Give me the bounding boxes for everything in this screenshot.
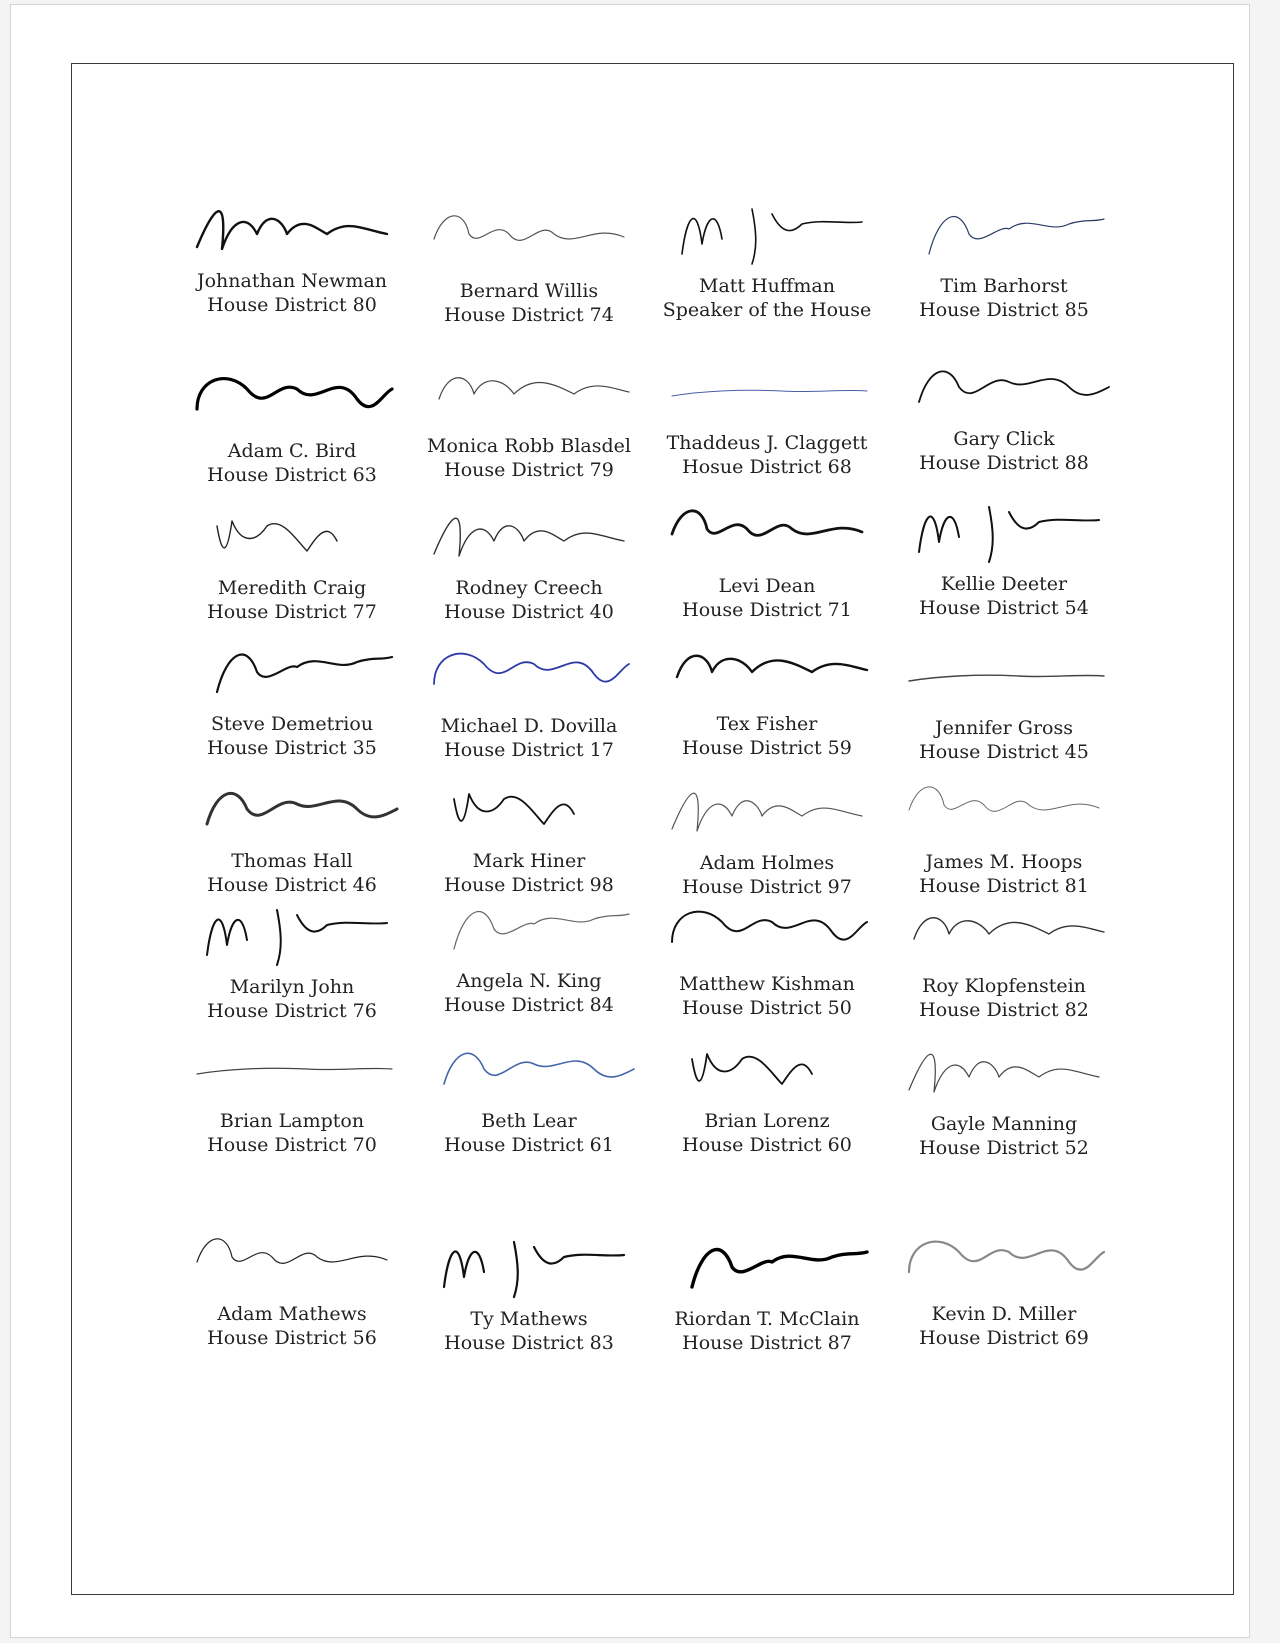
signature-path bbox=[444, 1242, 624, 1297]
signer-district: House District 17 bbox=[444, 739, 614, 761]
signature-image bbox=[662, 351, 872, 431]
signer-district: House District 69 bbox=[919, 1327, 1089, 1349]
signer-name: Adam Mathews bbox=[217, 1303, 367, 1325]
signer-name: Tim Barhorst bbox=[940, 275, 1068, 297]
signature-image bbox=[662, 771, 872, 851]
signature-entry bbox=[409, 576, 649, 624]
signature-image bbox=[899, 1032, 1109, 1112]
signature-entry bbox=[884, 1302, 1124, 1350]
signature-image bbox=[662, 632, 872, 712]
signer-district: House District 85 bbox=[919, 299, 1089, 321]
signature-image bbox=[899, 894, 1109, 974]
signer-district: House District 79 bbox=[444, 459, 614, 481]
signature-image bbox=[662, 194, 872, 274]
signature-path bbox=[217, 655, 392, 692]
signer-name: Gary Click bbox=[953, 428, 1055, 450]
signature-image bbox=[187, 1222, 397, 1302]
signer-district: House District 88 bbox=[919, 452, 1089, 474]
signature-image bbox=[899, 194, 1109, 274]
signer-district: House District 50 bbox=[682, 997, 852, 1019]
signer-name: Adam C. Bird bbox=[227, 440, 357, 462]
signature-image bbox=[424, 769, 634, 849]
signer-district: House District 46 bbox=[207, 874, 377, 896]
signer-name: Levi Dean bbox=[718, 575, 816, 597]
signature-path bbox=[434, 654, 629, 684]
signer-district: House District 52 bbox=[919, 1137, 1089, 1159]
signature-path bbox=[914, 918, 1104, 939]
signature-path bbox=[434, 518, 624, 556]
signature-entry bbox=[172, 1302, 412, 1350]
signer-name: Brian Lampton bbox=[219, 1110, 365, 1132]
signature-entry bbox=[884, 572, 1124, 620]
signature-entry bbox=[172, 269, 412, 317]
signer-name: Michael D. Dovilla bbox=[440, 715, 618, 737]
signature-entry bbox=[172, 975, 412, 1023]
signer-name: Angela N. King bbox=[456, 970, 602, 992]
signer-name: Tex Fisher bbox=[716, 713, 818, 735]
signer-district: House District 35 bbox=[207, 737, 377, 759]
signature-entry bbox=[172, 439, 412, 487]
signer-district: House District 77 bbox=[207, 601, 377, 623]
signer-name: Thomas Hall bbox=[231, 850, 353, 872]
signature-entry bbox=[409, 969, 649, 1017]
signature-image bbox=[424, 496, 634, 576]
signature-path bbox=[929, 217, 1104, 254]
signature-image bbox=[662, 892, 872, 972]
signer-district: House District 56 bbox=[207, 1327, 377, 1349]
signer-name: Bernard Willis bbox=[459, 280, 599, 302]
signature-stroke bbox=[899, 492, 1109, 572]
signer-district: House District 70 bbox=[207, 1134, 377, 1156]
signer-district: House District 74 bbox=[444, 304, 614, 326]
signature-entry bbox=[884, 850, 1124, 898]
signature-stroke bbox=[424, 354, 634, 434]
signer-district: House District 84 bbox=[444, 994, 614, 1016]
signature-path bbox=[692, 1250, 867, 1287]
signer-district: House District 76 bbox=[207, 1000, 377, 1022]
signature-entry bbox=[884, 974, 1124, 1022]
signature-entry bbox=[884, 716, 1124, 764]
signature-image bbox=[899, 636, 1109, 716]
signature-stroke bbox=[662, 632, 872, 712]
signature-entry bbox=[409, 714, 649, 762]
signature-stroke bbox=[187, 895, 397, 975]
signer-name: Ty Mathews bbox=[470, 1308, 588, 1330]
signature-path bbox=[444, 1053, 634, 1084]
signature-image bbox=[424, 1029, 634, 1109]
signature-image bbox=[187, 189, 397, 269]
signature-stroke bbox=[424, 634, 634, 714]
signature-image bbox=[899, 347, 1109, 427]
signature-stroke bbox=[899, 1222, 1109, 1302]
signature-path bbox=[909, 675, 1104, 681]
signature-image bbox=[662, 1227, 872, 1307]
signature-path bbox=[439, 378, 629, 399]
signature-image bbox=[424, 634, 634, 714]
signature-stroke bbox=[899, 194, 1109, 274]
signature-path bbox=[454, 912, 629, 949]
signature-stroke bbox=[187, 496, 397, 576]
signature-image bbox=[187, 359, 397, 439]
signer-name: Kevin D. Miller bbox=[931, 1303, 1077, 1325]
signature-image bbox=[187, 632, 397, 712]
signature-path bbox=[454, 794, 574, 824]
signature-stroke bbox=[662, 494, 872, 574]
signer-name: Meredith Craig bbox=[217, 577, 367, 599]
signature-stroke bbox=[662, 1029, 872, 1109]
signature-entry bbox=[409, 279, 649, 327]
signature-entry bbox=[884, 427, 1124, 475]
signature-path bbox=[909, 1054, 1099, 1092]
signature-entry bbox=[172, 1109, 412, 1157]
signature-entry bbox=[647, 274, 887, 322]
signer-name: Matt Huffman bbox=[699, 275, 835, 297]
signer-name: Kellie Deeter bbox=[940, 573, 1068, 595]
signature-stroke bbox=[424, 1227, 634, 1307]
signature-entry bbox=[409, 1307, 649, 1355]
signature-path bbox=[677, 656, 867, 677]
signer-district: House District 80 bbox=[207, 294, 377, 316]
signature-path bbox=[909, 1242, 1104, 1272]
signature-stroke bbox=[187, 1029, 397, 1109]
signer-name: Beth Lear bbox=[481, 1110, 577, 1132]
signer-district: House District 82 bbox=[919, 999, 1089, 1021]
signature-path bbox=[434, 216, 624, 241]
signature-stroke bbox=[424, 199, 634, 279]
signature-image bbox=[899, 1222, 1109, 1302]
signature-stroke bbox=[662, 1227, 872, 1307]
signature-path bbox=[197, 379, 392, 409]
signature-path bbox=[672, 390, 867, 396]
signer-district: House District 83 bbox=[444, 1332, 614, 1354]
signer-district: House District 61 bbox=[444, 1134, 614, 1156]
signature-entry bbox=[172, 849, 412, 897]
signature-entry bbox=[409, 1109, 649, 1157]
signature-path bbox=[672, 912, 867, 942]
signer-name: Johnathan Newman bbox=[196, 270, 388, 292]
signer-district: House District 63 bbox=[207, 464, 377, 486]
signature-path bbox=[197, 211, 387, 249]
signer-name: Brian Lorenz bbox=[704, 1110, 830, 1132]
signer-name: Jennifer Gross bbox=[934, 717, 1073, 739]
signer-district: House District 87 bbox=[682, 1332, 852, 1354]
signer-district: House District 45 bbox=[919, 741, 1089, 763]
signature-entry bbox=[884, 274, 1124, 322]
signature-image bbox=[424, 1227, 634, 1307]
signature-stroke bbox=[187, 189, 397, 269]
signature-image bbox=[662, 494, 872, 574]
signature-path bbox=[682, 209, 862, 264]
signature-stroke bbox=[662, 351, 872, 431]
signature-entry bbox=[647, 1307, 887, 1355]
signature-entry bbox=[172, 712, 412, 760]
signature-stroke bbox=[662, 194, 872, 274]
signature-stroke bbox=[662, 771, 872, 851]
signer-district: House District 54 bbox=[919, 597, 1089, 619]
signature-entry bbox=[409, 434, 649, 482]
signer-name: Matthew Kishman bbox=[679, 973, 855, 995]
signer-name: Gayle Manning bbox=[930, 1113, 1078, 1135]
signature-entry bbox=[647, 574, 887, 622]
signature-stroke bbox=[899, 894, 1109, 974]
signer-district: House District 60 bbox=[682, 1134, 852, 1156]
signature-entry bbox=[647, 1109, 887, 1157]
signature-page bbox=[71, 63, 1234, 1595]
signature-grid bbox=[72, 64, 1233, 1594]
signer-district: House District 98 bbox=[444, 874, 614, 896]
signature-image bbox=[424, 199, 634, 279]
signature-image bbox=[899, 770, 1109, 850]
signature-image bbox=[187, 496, 397, 576]
signature-image bbox=[187, 769, 397, 849]
signature-path bbox=[919, 371, 1109, 402]
signer-name: Riordan T. McClain bbox=[674, 1308, 860, 1330]
signature-entry bbox=[647, 972, 887, 1020]
signature-image bbox=[424, 889, 634, 969]
signer-district: House District 71 bbox=[682, 599, 852, 621]
signer-district: House District 59 bbox=[682, 737, 852, 759]
signature-path bbox=[692, 1054, 812, 1084]
signature-entry bbox=[172, 576, 412, 624]
signature-entry bbox=[647, 712, 887, 760]
signer-district: House District 40 bbox=[444, 601, 614, 623]
signer-district: House District 81 bbox=[919, 875, 1089, 897]
signer-name: James M. Hoops bbox=[925, 851, 1083, 873]
signature-path bbox=[207, 910, 387, 965]
signature-stroke bbox=[424, 769, 634, 849]
signature-image bbox=[899, 492, 1109, 572]
signature-stroke bbox=[424, 496, 634, 576]
signer-name: Monica Robb Blasdel bbox=[427, 435, 631, 457]
document-viewer bbox=[10, 4, 1250, 1638]
signature-stroke bbox=[187, 769, 397, 849]
signature-stroke bbox=[187, 632, 397, 712]
signature-image bbox=[662, 1029, 872, 1109]
signature-path bbox=[909, 787, 1099, 812]
signature-path bbox=[919, 507, 1099, 562]
signature-stroke bbox=[424, 1029, 634, 1109]
signature-stroke bbox=[899, 636, 1109, 716]
signature-stroke bbox=[899, 347, 1109, 427]
signature-path bbox=[197, 1239, 387, 1264]
signature-path bbox=[217, 521, 337, 551]
signature-entry bbox=[647, 431, 887, 479]
signer-name: Thaddeus J. Claggett bbox=[666, 432, 868, 454]
signature-path bbox=[672, 511, 862, 536]
signature-entry bbox=[884, 1112, 1124, 1160]
signer-district: Speaker of the House bbox=[662, 299, 872, 321]
signer-name: Roy Klopfenstein bbox=[922, 975, 1086, 997]
signer-district: House District 97 bbox=[682, 876, 852, 898]
signature-stroke bbox=[187, 1222, 397, 1302]
signer-name: Marilyn John bbox=[229, 976, 355, 998]
signer-name: Mark Hiner bbox=[472, 850, 586, 872]
signature-stroke bbox=[424, 889, 634, 969]
signature-image bbox=[187, 895, 397, 975]
signature-path bbox=[197, 1068, 392, 1074]
signature-image bbox=[424, 354, 634, 434]
signer-name: Adam Holmes bbox=[699, 852, 835, 874]
signature-stroke bbox=[899, 770, 1109, 850]
signature-stroke bbox=[662, 892, 872, 972]
signature-path bbox=[672, 793, 862, 831]
signature-path bbox=[207, 793, 397, 824]
signer-name: Steve Demetriou bbox=[210, 713, 374, 735]
signer-district: Hosue District 68 bbox=[682, 456, 852, 478]
signer-name: Rodney Creech bbox=[455, 577, 603, 599]
signature-stroke bbox=[899, 1032, 1109, 1112]
signature-image bbox=[187, 1029, 397, 1109]
signature-stroke bbox=[187, 359, 397, 439]
